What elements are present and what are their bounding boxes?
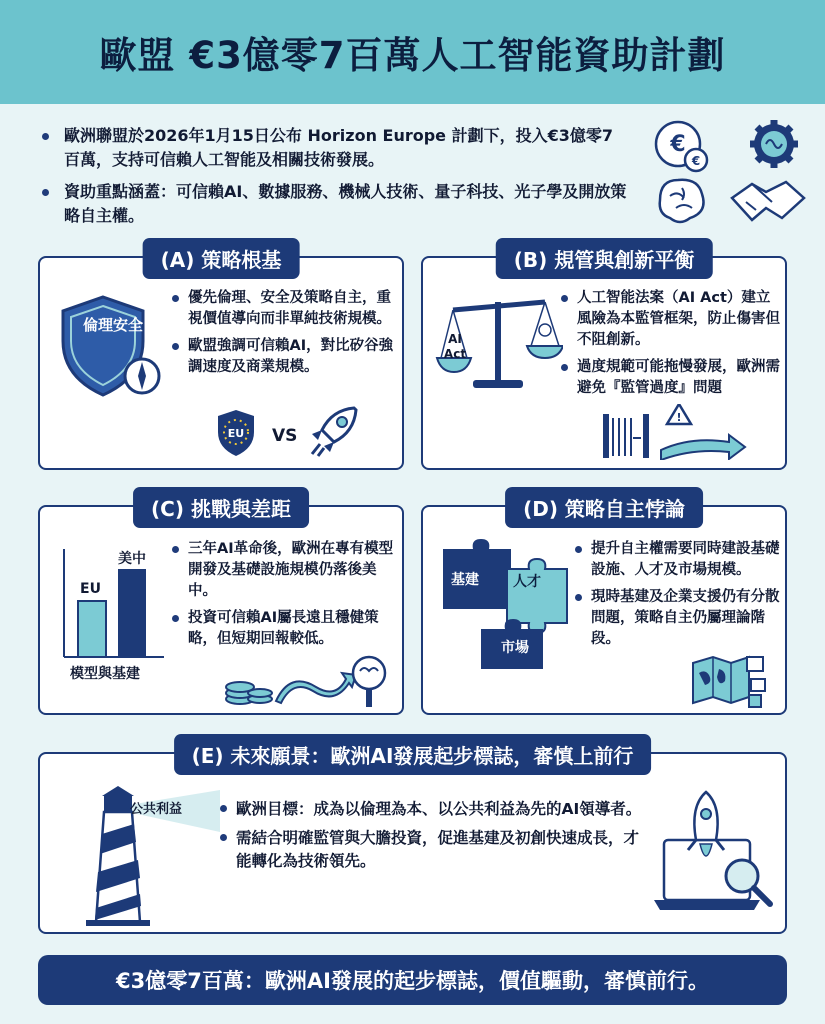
bullet: 人工智能法案（AI Act）建立風險為本監管框架，防止傷害但不阻創新。 xyxy=(559,288,781,351)
panel-a-bullets xyxy=(170,288,395,384)
shield-text: 倫理安全 xyxy=(82,316,143,334)
bullet: 歐洲目標：成為以倫理為本、以公共利益為先的AI領導者。 xyxy=(218,798,648,821)
panel-e-bullets xyxy=(218,798,648,879)
header-banner xyxy=(0,0,825,104)
panel-title: (E) 未來願景：歐洲AI發展起步標誌，審慎上前行 xyxy=(174,734,652,775)
puzzle-label-infrastructure: 基建 xyxy=(451,572,479,588)
puzzle-label-market: 市場 xyxy=(501,640,529,656)
fragmented-map-icon xyxy=(689,653,769,709)
laptop-rocket-magnifier-icon xyxy=(650,790,776,926)
panel-future-vision xyxy=(38,744,787,934)
bullet: 優先倫理、安全及策略自主，重視價值導向而非單純技術規模。 xyxy=(170,288,395,330)
panel-c-bullets xyxy=(170,539,395,656)
footer-banner xyxy=(38,955,787,1005)
versus-label: VS xyxy=(272,426,298,446)
panel-b-bullets xyxy=(559,288,781,405)
lighthouse-label: 公共利益 xyxy=(130,802,183,817)
eu-shield-icon xyxy=(214,408,258,458)
brain-icon xyxy=(660,180,704,222)
shield-compass-icon xyxy=(58,292,168,402)
bar-label-us-china: 美中 xyxy=(118,551,146,567)
scale-label: AI Act xyxy=(443,332,467,361)
bullet: 歐盟強調可信賴AI，對比矽谷強調速度及商業規模。 xyxy=(170,336,395,378)
bar-caption: 模型與基建 xyxy=(70,666,140,682)
coins-path-tree-icon xyxy=(220,653,392,709)
bullet: 需結合明確監管與大膽投資，促進基建及初創快速成長，才能轉化為技術領先。 xyxy=(218,827,648,873)
svg-text:!: ! xyxy=(676,411,682,424)
panel-challenges-gap xyxy=(38,497,404,715)
intro-bullet: 資助重點涵蓋：可信賴AI、數據服務、機械人技術、量子科技、光子學及開放策略自主權。 xyxy=(38,180,628,228)
bar-label-eu: EU xyxy=(80,581,101,597)
panel-regulation-balance xyxy=(421,248,787,470)
bullet: 投資可信賴AI屬長遠且穩健策略，但短期回報較低。 xyxy=(170,608,395,650)
intro-list xyxy=(38,124,628,236)
panel-title: (A) 策略根基 xyxy=(143,238,300,279)
panel-title: (B) 規管與創新平衡 xyxy=(496,238,713,279)
bullet: 過度規範可能拖慢發展，歐洲需避免『監管過度』問題 xyxy=(559,357,781,399)
footer-text: €3億零7百萬：歐洲AI發展的起步標誌，價值驅動，審慎前行。 xyxy=(116,969,709,993)
panel-autonomy-paradox xyxy=(421,497,787,715)
handshake-icon xyxy=(732,182,804,220)
bullet: 現時基建及企業支援仍有分散問題，策略自主仍屬理論階段。 xyxy=(573,587,781,650)
panel-strategic-foundation xyxy=(38,248,404,470)
bullet: 提升自主權需要同時建設基礎設施、人才及市場規模。 xyxy=(573,539,781,581)
panel-d-bullets xyxy=(573,539,781,656)
panel-title: (D) 策略自主悖論 xyxy=(505,487,703,528)
intro-bullet: 歐洲聯盟於2026年1月15日公布 Horizon Europe 計劃下，投入€3億零7百萬，支持可信賴人工智能及相關技術發展。 xyxy=(38,124,628,172)
panel-title: (C) 挑戰與差距 xyxy=(133,487,309,528)
svg-text:€: € xyxy=(670,132,686,157)
intro-icons xyxy=(650,118,810,230)
gate-warning-arrow-icon xyxy=(599,404,749,460)
bullet: 三年AI革命後，歐洲在專有模型開發及基礎設施規模仍落後美中。 xyxy=(170,539,395,602)
svg-text:EU: EU xyxy=(227,427,245,440)
brain-gear-icon xyxy=(750,120,798,168)
puzzle-label-talent: 人才 xyxy=(513,574,541,590)
euro-coins-icon xyxy=(656,122,707,171)
svg-text:€: € xyxy=(691,154,701,168)
rocket-icon xyxy=(308,404,362,460)
page-title: 歐盟 €3億零7百萬人工智能資助計劃 xyxy=(99,34,726,77)
